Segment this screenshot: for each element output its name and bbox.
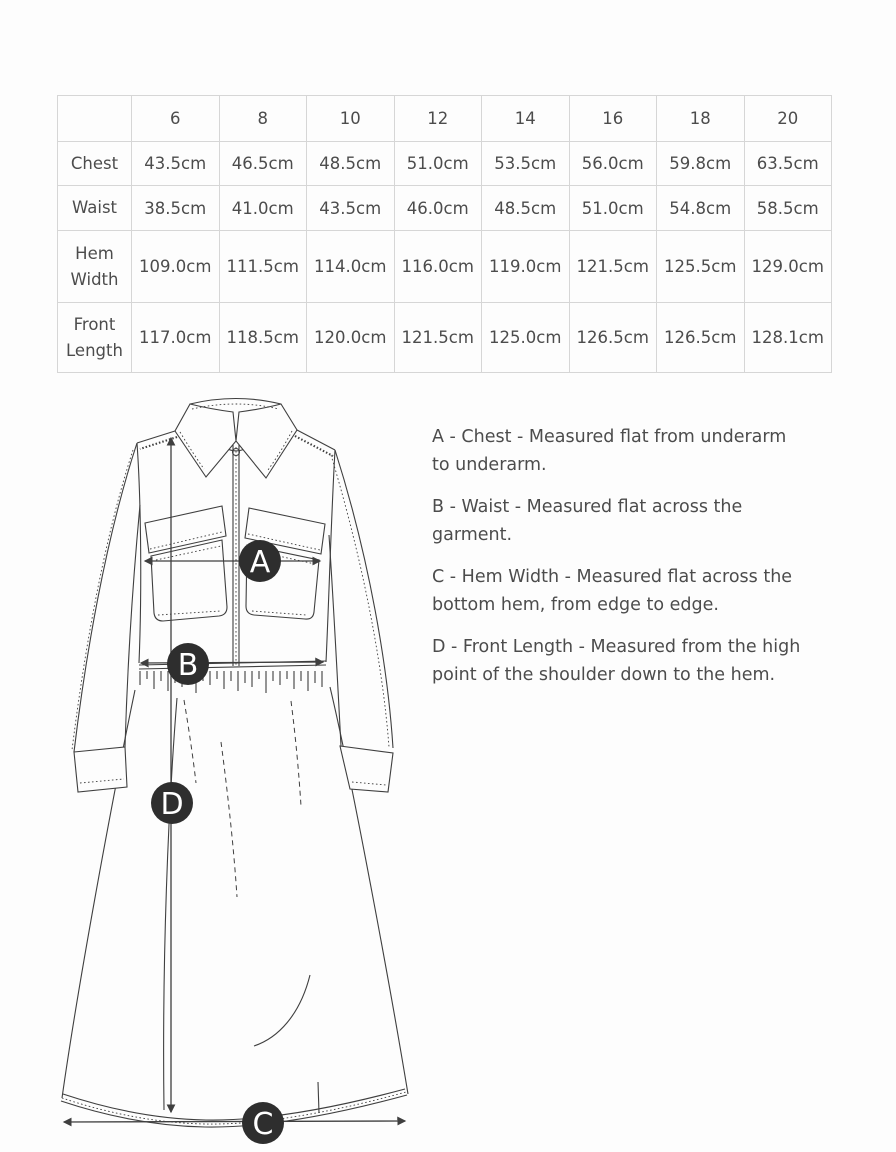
measurement-cell: 126.5cm (657, 303, 745, 373)
skirt-fold-line-2 (318, 1082, 319, 1113)
measurement-cell: 46.5cm (219, 142, 307, 186)
measurement-cell: 126.5cm (569, 303, 657, 373)
marker-chest (239, 540, 281, 582)
collar-lapel-left (175, 404, 236, 477)
size-column-header: 16 (569, 96, 657, 142)
table-corner-cell (58, 96, 132, 142)
legend-item-hem-width: C - Hem Width - Measured flat across the bottom hem, from edge to edge. (432, 567, 793, 615)
size-chart-table (57, 95, 832, 373)
measurement-cell: 111.5cm (219, 231, 307, 303)
shoulder-seam-left (137, 431, 175, 443)
legend-item-waist: B - Waist - Measured flat across the garment. (432, 497, 743, 545)
size-column-header: 20 (744, 96, 832, 142)
measurement-cell: 118.5cm (219, 303, 307, 373)
size-column-header: 14 (482, 96, 570, 142)
size-column-header: 18 (657, 96, 745, 142)
collar-lapel-right (236, 404, 297, 478)
marker-hem-width-letter: C (252, 1106, 274, 1142)
measurement-cell: 121.5cm (394, 303, 482, 373)
right-sleeve-inner (329, 535, 341, 746)
table-row-hem-width (58, 231, 832, 303)
hem-measure-line (64, 1121, 405, 1122)
measurement-cell: 63.5cm (744, 142, 832, 186)
measurement-cell: 46.0cm (394, 186, 482, 231)
skirt-seam-left (164, 698, 177, 1110)
skirt-dart-3 (291, 701, 301, 806)
table-row-chest (58, 142, 832, 186)
waist-fringe (140, 671, 322, 693)
measurement-cell: 116.0cm (394, 231, 482, 303)
marker-front-length-letter: D (160, 786, 184, 822)
measurement-cell: 125.0cm (482, 303, 570, 373)
skirt-dart-1 (184, 700, 196, 783)
left-pocket-body (151, 540, 227, 621)
size-column-header: 6 (132, 96, 220, 142)
left-sleeve-outer (74, 443, 137, 752)
measurement-cell: 59.8cm (657, 142, 745, 186)
measurement-cell: 48.5cm (307, 142, 395, 186)
measurement-cell: 119.0cm (482, 231, 570, 303)
marker-waist-letter: B (177, 647, 199, 683)
row-label-hem-width: Hem Width (58, 231, 132, 303)
measurement-cell: 53.5cm (482, 142, 570, 186)
measurement-cell: 51.0cm (569, 186, 657, 231)
measurement-cell: 56.0cm (569, 142, 657, 186)
row-label-front-length: Front Length (58, 303, 132, 373)
garment-outline (61, 399, 408, 1128)
left-cuff (74, 747, 127, 792)
measurement-cell: 117.0cm (132, 303, 220, 373)
legend-item-chest: A - Chest - Measured flat from underarm to underarm. (432, 427, 787, 475)
measurement-cell: 128.1cm (744, 303, 832, 373)
table-row-waist (58, 186, 832, 231)
bodice-left-edge (137, 443, 141, 663)
measurement-cell: 58.5cm (744, 186, 832, 231)
measurement-cell: 121.5cm (569, 231, 657, 303)
legend-item-front-length: D - Front Length - Measured from the high point of the shoulder down to the hem. (432, 637, 801, 685)
size-column-header: 10 (307, 96, 395, 142)
size-column-header: 8 (219, 96, 307, 142)
table-row-front-length (58, 303, 832, 373)
measurement-cell: 43.5cm (132, 142, 220, 186)
measurement-cell: 43.5cm (307, 186, 395, 231)
collar-band-top (190, 399, 281, 405)
marker-hem-width (242, 1102, 284, 1144)
skirt-fold-line (254, 975, 310, 1046)
measurement-cell: 129.0cm (744, 231, 832, 303)
marker-chest-letter: A (249, 544, 271, 580)
marker-front-length (151, 782, 193, 824)
measurement-cell: 120.0cm (307, 303, 395, 373)
left-sleeve-stitch (72, 450, 133, 750)
measurement-cell: 54.8cm (657, 186, 745, 231)
garment-diagram (35, 385, 465, 1152)
measurement-cell: 109.0cm (132, 231, 220, 303)
measurement-cell: 51.0cm (394, 142, 482, 186)
size-header-row (58, 96, 832, 142)
right-sleeve-stitch (331, 455, 389, 747)
row-label-chest: Chest (58, 142, 132, 186)
measurement-cell: 38.5cm (132, 186, 220, 231)
shoulder-seam-right (297, 430, 335, 450)
measurement-cell: 41.0cm (219, 186, 307, 231)
marker-waist (167, 643, 209, 685)
measurement-cell: 114.0cm (307, 231, 395, 303)
right-sleeve-outer (335, 450, 393, 748)
size-column-header: 12 (394, 96, 482, 142)
measurement-legend (432, 423, 804, 703)
row-label-waist: Waist (58, 186, 132, 231)
left-sleeve-inner (125, 505, 140, 747)
skirt-dart-2 (221, 742, 237, 897)
measurement-cell: 48.5cm (482, 186, 570, 231)
measurement-cell: 125.5cm (657, 231, 745, 303)
